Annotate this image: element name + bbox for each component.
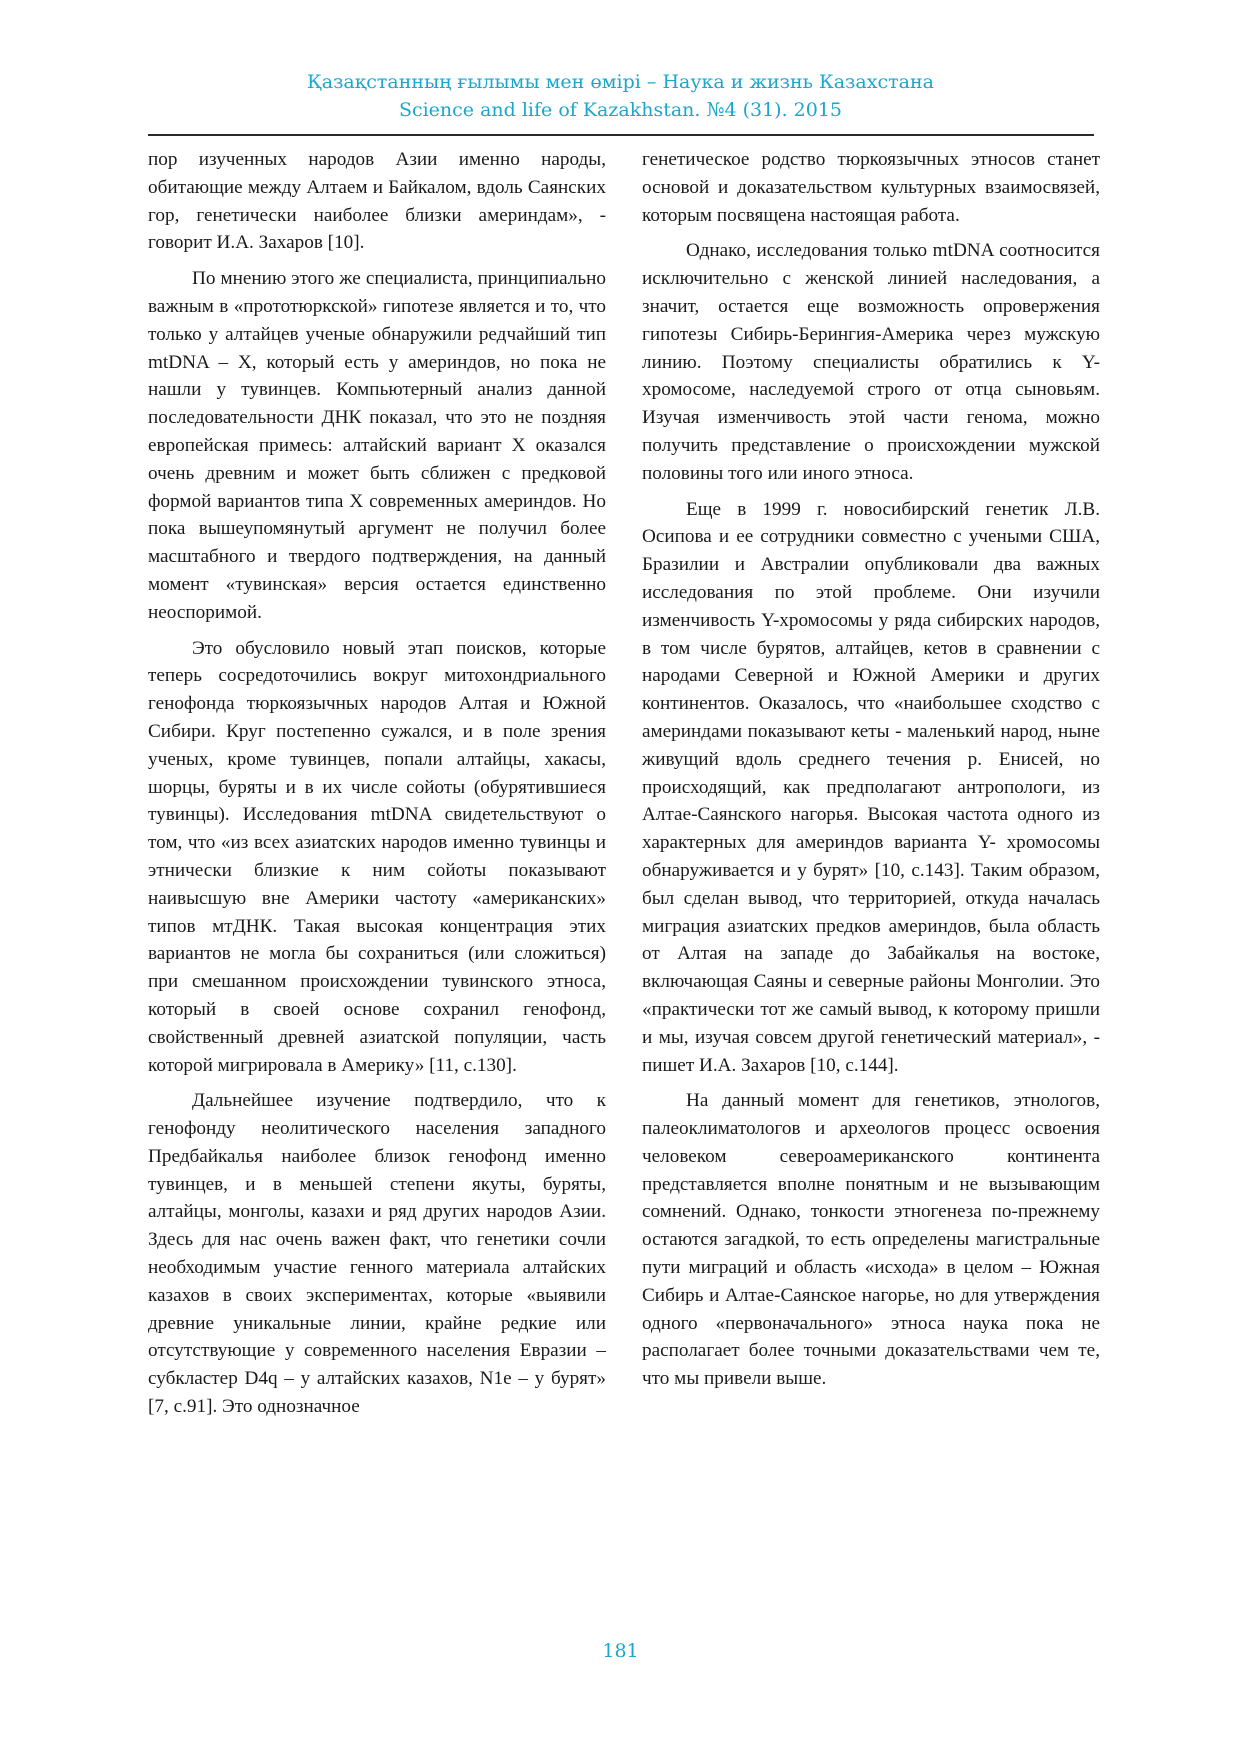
paragraph: Это обусловило новый этап поисков, которые теперь сосредоточились вокруг митохондриального генофонда тюркоязычных народов Алтая и Южной Сибири. Круг постепенно сужался, и в поле зрения ученых, кроме тувинцев, попали алтайцы, хакасы, шорцы, буряты и в их числе сойоты (обурятившиеся тувинцы). Исследования mtDNA свидетельствуют о том, что «из всех азиатских народов именно тувинцы и этнически близкие к ним сойоты показывают наивысшую вне Америки частоту «американских» типов мтДНК. Такая высокая концентрация этих вариантов не могла бы сохраниться (или сложиться) при смешанном происхождении тувинского этноса, который в своей основе сохранил генофонд, свойственный древней азиатской популяции, часть которой мигрировала в Америку» [11, с.130].: [148, 637, 606, 1076]
page-number: 181: [602, 1640, 639, 1662]
journal-issue-line: Science and life of Kazakhstan. №4 (31). 2015: [398, 99, 843, 121]
left-column: [148, 146, 606, 1429]
paragraph: Дальнейшее изучение подтвердило, что к генофонду неолитического населения западного Предбайкалья наиболее близок генофонд именно тувинцев, и в меньшей степени якуты, буряты, алтайцы, монголы, казахи и ряд других народов Азии. Здесь для нас очень важен факт, что генетики сочли необходимым участие генного материала алтайских казахов в своих экспериментах, которые «выявили древние уникальные линии, крайне редкие или отсутствующие у современного населения Евразии – субкластер D4q – у алтайских казахов, N1e – у бурят» [7, с.91]. Это однозначное: [148, 1090, 606, 1418]
header-divider: [148, 134, 1094, 136]
paragraph: пор изученных народов Азии именно народы, обитающие между Алтаем и Байкалом, вдоль Саянских гор, генетически наиболее близки америндам», - говорит И.А. Захаров [10].: [148, 149, 606, 254]
right-column: [642, 146, 1100, 1401]
paragraph: Еще в 1999 г. новосибирский генетик Л.В. Осипова и ее сотрудники совместно с учеными США, Бразилии и Австралии опубликовали два важных исследования по этой проблеме. Они изучили изменчивость Y-хромосомы у ряда сибирских народов, в том числе бурятов, алтайцев, кетов в сравнении с народами Северной и Южной Америки и других континентов. Оказалось, что «наибольшее сходство с америндами показывают кеты - маленький народ, ныне живущий вдоль среднего течения р. Енисей, но происходящий, как предполагают антропологи, из Алтае-Саянского нагорья. Высокая частота одного из характерных для америндов варианта Y- хромосомы обнаруживается и у бурят» [10, с.143]. Таким образом, был сделан вывод, что территорией, откуда началась миграция азиатских предков америндов, была область от Алтая на западе до Забайкалья на востоке, включающая Саяны и северные районы Монголии. Это «практически тот же самый вывод, к которому пришли и мы, изучая совсем другой генетический материал», - пишет И.А. Захаров [10, с.144].: [642, 498, 1100, 1076]
paragraph: генетическое родство тюркоязычных этносов станет основой и доказательством культурных взаимосвязей, которым посвящена настоящая работа.: [642, 149, 1100, 226]
running-header: [0, 68, 1241, 124]
paragraph: На данный момент для генетиков, этнологов, палеоклиматологов и археологов процесс освоения человеком североамериканского континента представляется вполне понятным и не вызывающим сомнений. Однако, тонкости этногенеза по-прежнему остаются загадкой, то есть определены магистральные пути миграций и область «исхода» в целом – Южная Сибирь и Алтае-Саянское нагорье, но для утверждения одного «первоначального» этноса наука пока не располагает более точными доказательствами чем те, что мы привели выше.: [642, 1090, 1100, 1390]
journal-title-line: Қазақстанның ғылымы мен өмірі – Наука и жизнь Казахстана: [307, 71, 934, 93]
paragraph: Однако, исследования только mtDNA соотносится исключительно с женской линией наследования, а значит, остается еще возможность опровержения гипотезы Сибирь-Берингия-Америка через мужскую линию. Поэтому специалисты обратились к Y-хромосоме, наследуемой строго от отца сыновьям. Изучая изменчивость этой части генома, можно получить представление о происхождении мужской половины того или иного этноса.: [642, 240, 1100, 484]
paragraph: По мнению этого же специалиста, принципиально важным в «прототюркской» гипотезе является и то, что только у алтайцев ученые обнаружили редчайший тип mtDNA – X, который есть у америндов, но пока не нашли у тувинцев. Компьютерный анализ данной последовательности ДНК показал, что это не поздняя европейская примесь: алтайский вариант X оказался очень древним и может быть сближен с предковой формой вариантов типа X современных америндов. Но пока вышеупомянутый аргумент не получил более масштабного и твердого подтверждения, на данный момент «тувинская» версия остается единственно неоспоримой.: [148, 268, 606, 623]
